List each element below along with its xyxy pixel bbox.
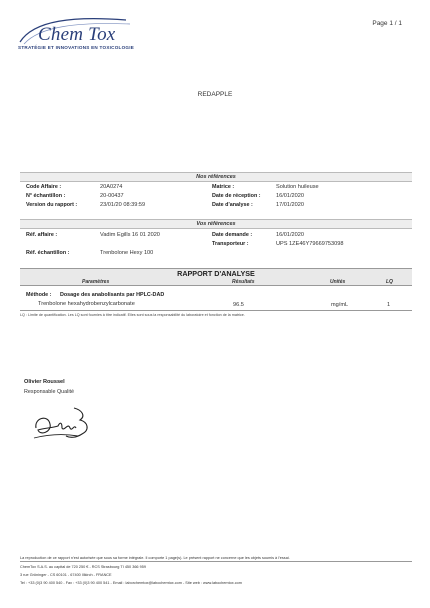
footer-address: 3 rue Gröninger - CS 60101 - 67400 Illkirch - FRANCE bbox=[20, 573, 112, 577]
ref-echantillon-label: Réf. échantillon : bbox=[26, 250, 70, 256]
chemtox-logo-tagline: STRATÉGIE ET INNOVATIONS EN TOXICOLOGIE bbox=[18, 45, 135, 50]
date-demande-value: 16/01/2020 bbox=[276, 232, 304, 238]
client-name: REDAPPLE bbox=[197, 91, 233, 98]
signatory-name: Olivier Roussel bbox=[24, 379, 65, 385]
ref-affaire-value: Vadim Egills 16 01 2020 bbox=[100, 232, 160, 238]
page-number: Page 1 / 1 bbox=[372, 20, 402, 27]
ref-echantillon-value: Trenbolone Hexy 100 bbox=[100, 250, 154, 256]
date-analyse-value: 17/01/2020 bbox=[276, 202, 304, 208]
date-reception-label: Date de réception : bbox=[212, 193, 261, 199]
code-affaire-label: Code Affaire : bbox=[26, 184, 62, 190]
transporteur-label: Transporteur : bbox=[212, 241, 249, 247]
version-rapport-label: Version du rapport : bbox=[26, 202, 78, 208]
footer-disclaimer: La reproduction de ce rapport n'est autorisée que sous sa forme intégrale. Il comporte 1 page(s). Le présent rapport ne concerne que les objets soumis à l'essai. bbox=[20, 556, 290, 560]
version-rapport-value: 23/01/20 08:39:59 bbox=[100, 202, 146, 208]
methode-label: Méthode : bbox=[26, 292, 52, 298]
date-reception-value: 16/01/2020 bbox=[276, 193, 304, 199]
nos-references-heading: Nos références bbox=[20, 172, 412, 182]
result-unit: mg/mL bbox=[331, 302, 349, 308]
footer-contact: Tel : +33 (0)3 90 400 540 - Fax : +33 (0)3 90 400 541 - Email : laborchemtox@labochemtox.com - Site web : www.labochemtox.com bbox=[20, 581, 242, 585]
numero-echantillon-label: N° échantillon : bbox=[26, 193, 66, 199]
matrice-label: Matrice : bbox=[212, 184, 235, 190]
column-unites: Unités bbox=[330, 279, 346, 285]
column-parametres: Paramètres bbox=[82, 279, 110, 285]
result-value: 96.5 bbox=[233, 302, 244, 308]
code-affaire-value: 20A0274 bbox=[100, 184, 123, 190]
signatory-role: Responsable Qualité bbox=[24, 389, 75, 395]
date-demande-label: Date demande : bbox=[212, 232, 253, 238]
methode-value: Dosage des anabolisants par HPLC-DAD bbox=[60, 292, 165, 298]
vos-references-heading: Vos références bbox=[20, 219, 412, 229]
result-lq: 1 bbox=[387, 302, 391, 308]
chemtox-logo-name: Chem Tox bbox=[38, 24, 116, 45]
lq-note: LQ : Limite de quantification. Les LQ sont fournies à titre indicatif. Elles sont sous la responsabilité du laboratoire et fonction de la matrice. bbox=[20, 313, 245, 317]
result-parametre: Trenbolone hexahydrobenzylcarbonate bbox=[38, 301, 135, 307]
footer-company: ChemTox S.A.S. au capital de 720 250 € - RCS Strasbourg TI 450 366 959 bbox=[20, 565, 146, 569]
table-bottom-rule bbox=[20, 310, 412, 311]
handwritten-signature bbox=[30, 398, 102, 448]
numero-echantillon-value: 20-00437 bbox=[100, 193, 124, 199]
date-analyse-label: Date d'analyse : bbox=[212, 202, 253, 208]
transporteur-value: UPS 1ZE46Y79669753098 bbox=[276, 241, 344, 247]
column-resultats: Résultats bbox=[232, 279, 255, 285]
column-lq: LQ bbox=[386, 279, 393, 285]
ref-affaire-label: Réf. affaire : bbox=[26, 232, 58, 238]
results-table-header bbox=[20, 278, 412, 286]
footer-rule bbox=[20, 561, 412, 562]
matrice-value: Solution huileuse bbox=[276, 184, 319, 190]
rapport-analyse-heading: RAPPORT D'ANALYSE bbox=[20, 268, 412, 278]
